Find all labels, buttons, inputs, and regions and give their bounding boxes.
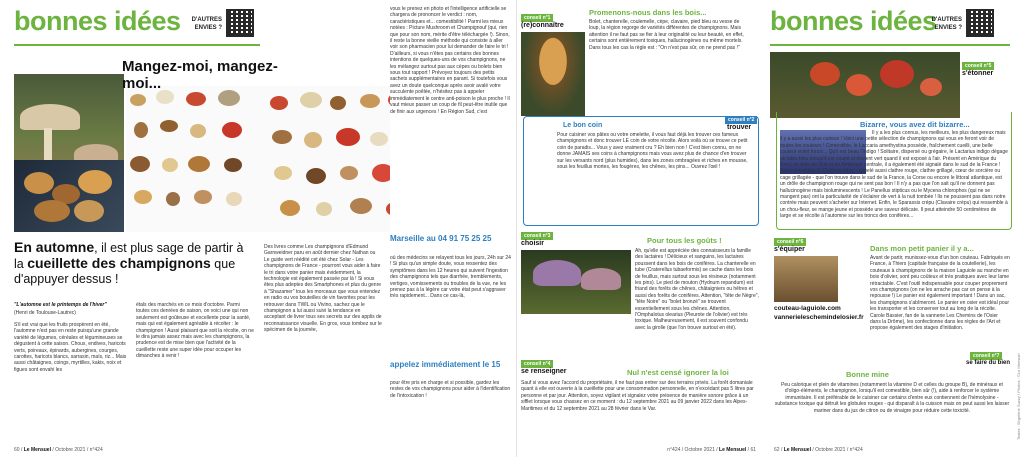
advice-4-heading: Nul n'est censé ignorer la loi <box>627 368 729 377</box>
qr-code-icon[interactable] <box>226 9 254 37</box>
advice-1-title: (re)connaître <box>521 22 564 29</box>
page-62 <box>770 0 1024 457</box>
footer-publication: Le Mensuel <box>783 447 811 453</box>
quote-author: (Henri de Toulouse-Lautrec) <box>14 310 76 316</box>
advice-6-heading: Dans mon petit panier il y a... <box>870 244 974 253</box>
advice-5-heading: Bizarre, vous avez dit bizarre... <box>860 120 970 129</box>
advice-4-title: se renseigner <box>521 368 567 375</box>
advice-7-heading: Bonne mine <box>846 370 889 379</box>
advice-7-title: se faire du bien <box>966 360 1011 366</box>
footer-publication: Le Mensuel <box>23 447 51 453</box>
page-footer-61: n°424 / Octobre 2021 / Le Mensuel / 61 <box>667 447 756 453</box>
headline: Mangez-moi, mangez-moi... <box>122 58 278 92</box>
advice-2-title: trouver <box>727 124 752 131</box>
advice-5-title: s'étonner <box>962 70 994 77</box>
section-title: bonnes idées <box>14 6 181 36</box>
advice-5-tag: conseil n°5 <box>962 62 994 70</box>
body-column-3: Des livres comme Les champignons d'Edmund Garnweidner paru en août dernier chez Nathan ou Le guide vert réédité cet été chez Solar - Les champignons de France - pourront vous aider à faire le tri dans votre panier mais évidemment, la technologie est également passée par là ! Si vous êtes plus adeptes des Smartphones et plus du genre à "Shazamer" tous les morceaux que vous entendez en radio ou vos bouteilles de vin favorites pour les retrouver dans TWIL ou Vivino, sachez que le champignon a lui aussi suivi la tendance en acceptant de livrer tous ses secrets sur des applis de reconnaissance visuelle. En gros, vous tombez sur le spécimen de la journée, <box>264 244 382 334</box>
advice-6-text: Avant de partir, munissez-vous d'un bon couteau. Fabriqués en France, à Thiers (capitale française de la coutellerie), les couteaux à champignons de la maison Laguiole au manche en bois d'olivier, sont peu coûteux et très pratiques avec leur lame rétractable. C'est l'outil indispensable pour couper proprement vos champignons (on ne les arrache pas car on pense à la repousse !) Le panier est également important ! Dans un sac, les champignons s'abîmeront. Le panier en osier est idéal pour les transporter et les conserver tout au long de la récolte. Carole Bassier, fan de la vannerie Les Chemins de l'Osier dans la Drôme), les confectionne dans les règles de l'Art et propose également des stages d'initiation. <box>870 255 1010 332</box>
advice-4-tag: conseil n°4 <box>521 360 553 368</box>
poison-center-phone: Marseille au 04 91 75 25 25 <box>390 234 492 243</box>
advice-6-title: s'équiper <box>774 246 805 253</box>
footer-page-number: 62 <box>774 447 780 453</box>
footer-page-number: 60 <box>14 447 20 453</box>
advice-5-text: Il y a les plus connus, les meilleurs, les plus dangereux mais il y a aussi les plus curieux ! Voici une petite sélection de champignons qui vous en feront voir de toutes les couleurs ! Comestible, le Laccaria amethystina possède, fraîchement cueilli, une belle couleur violet foncé... Qu'il est beau l'Indigo ! Solitaire, dispersé ou grégaire, le Lactarius indigo dégage un latex bleu lorsqu'il est coupé et devient vert quand il est exposé à l'air. Présent en Amérique du Nord, en Asie de l'Est et en Amérique centrale, il a également été signalé dans le sud de la France ! Non comestible, le Clathrus ruber - appelé aussi clathre rouge, clathre grillagé, cœur de sorcière ou cage grillagée - que l'on trouve dans le sud de la France, la Corse ou encore le littoral atlantique, est un drôle de champignon rouge qui ne sent pas bon ! Il n'y a pas que l'on sait qu'il ne donnent pas hallucinogène mais bioluminescents ! Le Panellus stipticus ou le Mycena chlorophos (qui ne se mangent pas) ont la particularité de s'éclairer de vert à la nuit tombée ! Ils ne poussent pas dans notre contrée mais peuvent s'acheter sur Internet. Enfin, le Sparassis crépu (Clavaire crépu) qui ressemble à un chou-fleur, se mange jeune et possède une saveur délicate. Il peut atteindre 50 centimètres de large et se récolte à l'automne sur les troncs des conifères... <box>780 130 1008 220</box>
section-title-2: bonnes idées <box>770 6 937 36</box>
advice-1-heading: Promenons-nous dans les bois... <box>589 8 707 17</box>
good-spot-text: Pour cuisiner vos pâtes ou votre omelette, il vous faut déjà les trouver ces fameux champignons et donc trouver LE coin de votre récolte. Alors voilà où se trouve ce petit coin de paradis... Vous y avez vraiment cru ? Eh bien non ! C'est bien connu, on ne donne JAMAIS ses coins à champignons mais vous avez plus de chance d'en trouver sur les versants nord (plus humides), dans les zones ombragées et riches en mousse, sous les feuillus mortes, les fougères, les chênes, les pins... Ouvrez l'œil ! <box>557 132 748 171</box>
intro-text-2: que d'appuyer dessus ! <box>14 257 236 286</box>
envies-label-2: D'AUTRES ENVIES ? <box>931 17 962 31</box>
page-footer-62: 62 / Le Mensuel / Octobre 2021 / n°424 <box>774 447 863 453</box>
footer-date: Octobre 2021 / n°424 <box>815 447 863 453</box>
quote: "L'automne est le printemps de l'hiver" <box>14 302 107 308</box>
mushroom-basket-photo <box>14 160 124 232</box>
footer-date: Octobre 2021 / n°424 <box>55 447 103 453</box>
advice-4-text: Sauf si vous avez l'accord du propriétaire, il ne faut pas entrer sur des terrains privés. La forêt domaniale quant à elle est ouverte à la cueillette pour une consommation personnelle, en n'excédant pas 5 litres par personne et par jour. Attention, soyez vigilant et signalez votre présence de manière sonore grâce à un sifflet lorsque vous chassez en ce moment : du 12 septembre 2021 au 09 janvier 2022 dans les Alpes-Maritimes et du 12 septembre 2021 au 28 février dans le Var. <box>521 380 754 412</box>
basket-knife-photo <box>774 256 838 302</box>
vendor-urls <box>774 304 864 322</box>
footer-page-number: 61 <box>750 447 756 453</box>
body-column-1: S'il est vrai que les fruits prospèrent en été, l'automne n'est pas en reste puisqu'une grande variété de légumes, céréales et légumineuses se dégustent à cette saison. Choux, endives, haricots verts, poireaux, épinards, aubergines, courges, carottes, haricots blancs, sarrasin, maïs, riz... Mais aussi châtaignes, coings, myrtilles, kakis, noix et figues sont envahi les <box>14 322 127 373</box>
advice-1-tag: conseil n°1 <box>521 14 553 22</box>
red-mushrooms-photo <box>770 52 960 118</box>
mushroom-catalog-photo <box>126 86 260 232</box>
laguiole-link[interactable]: couteau-laguiole.com <box>774 305 841 312</box>
advice-7-tag: conseil n°7 <box>970 352 1002 360</box>
emergency-number: appelez immédiatement le 15 <box>390 360 501 369</box>
body-column-2: étals des marchés en ce mois d'octobre. Parmi toutes ces denrées de saison, on voici une qui non seulement est goûteuse et excellente pour la santé, mais qui est également agréable à récolter : le champignon ! Aussi plaisant que soit la récolte, on ne le dira jamais assez mais avec les champignons, la prudence est de mise bien que l'activité de la cueillette reste une super idée pour occuper les dimanches à venir ! <box>136 302 254 360</box>
advice-3-tag: conseil n°3 <box>521 232 553 240</box>
good-spot-title: Le bon coin <box>563 122 603 129</box>
advice-1-text: Bolet, chanterelle, coulemelle, cèpe, clavaire, pied bleu ou vesse de loup, la région regorge de variétés différentes de champignons. Mais attention il ne faut pas se fier à leur originalité ou leur beauté, en effet, certains sont entièrement toxiques, hallucinogènes ou même mortels. Dans tous les cas la règle est : "On n'est pas sûr, on ne prend pas !" <box>589 19 744 51</box>
footer-date: n°424 / Octobre 2021 / <box>667 447 718 453</box>
footer-publication: Le Mensuel <box>719 447 747 453</box>
intro-text-1: , il est plus sage de partir à la <box>14 241 244 271</box>
body-column-4: vous le prenez en photo et l'intelligence artificielle se chargera de prononcer le verdict : nom, caractéristiques et... comestibilité ! Parmi les mieux notées : Picture Mushroom et Champignouf (qui, rien que pour son nom, mérite d'être téléchargée !). Sinon, il reste la bonne vieille méthode qui consiste à aller voir son pharmacien pour lui demander de faire le tri ! D'ailleurs, si vous n'êtes pas certains des bonnes intentions de quelques-uns de vos champignons, ne les mélangez surtout pas aux cèpes ou bolets bien sous tout rapport ! Prévoyez toujours des petits sachets supplémentaires en parant. Si toutefois vous avez un doute quelconque après avoir avalé votre succulente poêlée, n'hésitez pas à appeler immédiatement le centre anti-poison le plus proche ! Il vaut mieux passer un coup de fil peut-être inutile que de finir aux urgences ! En Région Sud, c'est <box>390 6 512 234</box>
advice-6-tag: conseil n°6 <box>774 238 806 246</box>
header-rule-2 <box>770 44 1010 46</box>
advice-3-heading: Pour tous les goûts ! <box>647 236 722 245</box>
header-rule <box>14 44 260 46</box>
mushroom-photo-1 <box>521 32 585 116</box>
page-footer: 60 / Le Mensuel / Octobre 2021 / n°424 <box>14 447 103 453</box>
intro-bold: En automne <box>14 239 95 255</box>
advice-2-tag: conseil n°2 <box>725 116 757 124</box>
page-61 <box>517 0 770 457</box>
vannerie-link[interactable]: vannerieleschemindelosier.fr <box>774 314 864 321</box>
intro-highlight: cueillette des champignons <box>27 255 211 271</box>
intro-paragraph <box>14 240 254 287</box>
advice-3-title: choisir <box>521 240 544 247</box>
mushroom-photo-purple <box>521 250 631 314</box>
body-column-4b: où des médecins se relayent tous les jours, 24h sur 24 ! Si plus qu'un simple doute, vous ressentez des symptômes dans les 12 heures qui suivent l'ingestion des champignons tels que diarrhée, tremblements, vertiges, vomissements ou troubles de la vue, ne les prenez pas à la légère car votre état peut s'aggraver très rapidement... Dans ce cas-là, <box>390 255 511 300</box>
photo-credit: Textes : Ségolène Suzzy / Photos : ©Le Mensuel <box>1016 353 1021 440</box>
body-column-4c: pour être pris en charge et si possible, gardez les restes de vos champignons pour aider à l'identification de l'intoxication ! <box>390 380 511 399</box>
advice-7-text: Peu calorique et plein de vitamines (notamment la vitamine D et celles du groupe B), de minéraux et d'oligo-éléments, le champignon, lorsqu'il est comestible, bien sûr (!), aide à renforcer le système immunitaire. Il est préférable de le cuisiner car certains d'entre eux contiennent de l'hémolysine - substance toxique qui détruit les globules rouges - qui disparaît à la cuisson mais on peut aussi les laisser mariner dans du jus de citron ou de vinaigre pour réduire cette toxicité. <box>774 382 1010 414</box>
advice-3-text: Ah, qu'elle est appréciée des connaisseurs la famille des lactaires ! Délicieux et sanguins, les lactaires poussent dans les bois de conifères. La chanterelle en tube (Craterellus tubaeformis) se cache dans les bois de feuillus, mais surtout sous les résineux (notamment les pins). Le pied de mouton (Hydnum repandum) est friand des forêts de chênes, châtaigniers ou hêtres et aussi des forêts de conifères. Attention, "tête de Nègre", "tête Noire" ou "bolet bronzé" se trouvent essentiellement sous les chênes. Attention, l'Omphalotus olearius (Pleurote de l'olivier) est très toxique. Malheureusement, il est souvent confondu avec la girolle (que l'on trouve surtout en été). <box>635 248 759 331</box>
envies-label: D'AUTRES ENVIES ? <box>191 17 222 31</box>
qr-code-icon-2[interactable] <box>966 9 994 37</box>
